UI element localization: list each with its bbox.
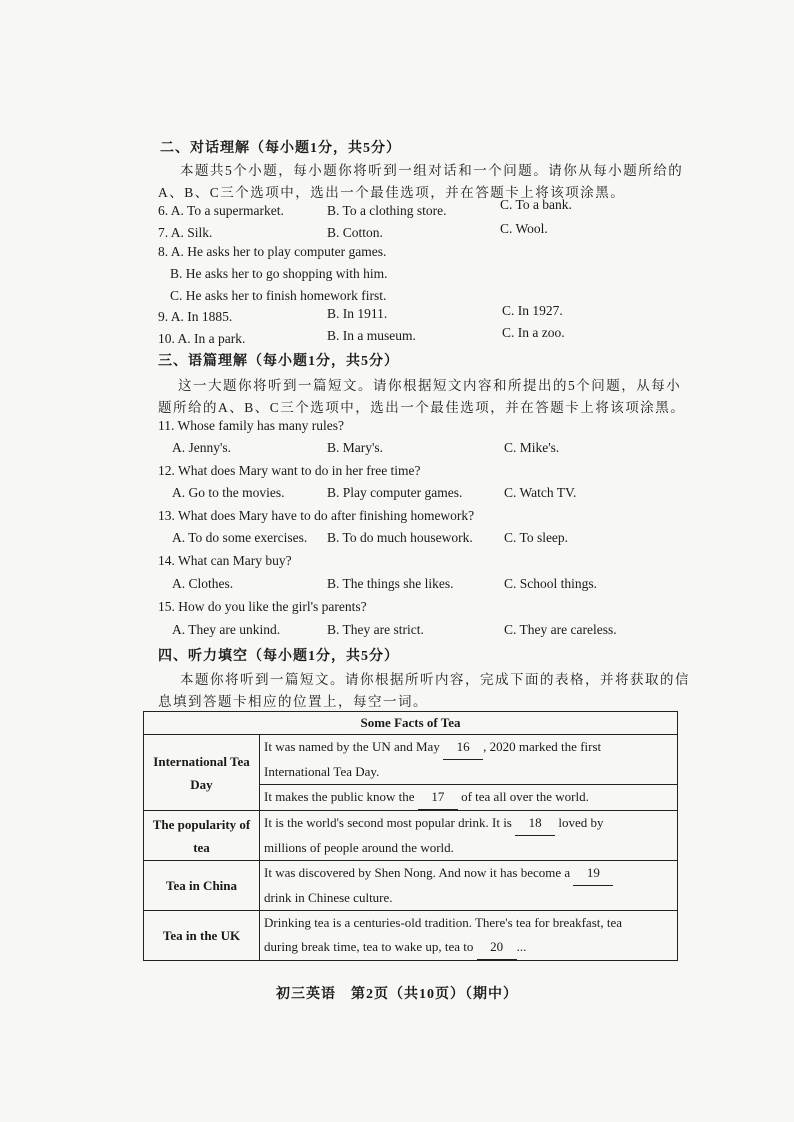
- q7-option-a: 7. A. Silk.: [158, 225, 213, 240]
- q6-option-c: C. To a bank.: [500, 197, 572, 212]
- section3-intro-line1: 这一大题你将听到一篇短文。请你根据短文内容和所提出的5个问题，从每小: [178, 378, 682, 393]
- q13-option-a: A. To do some exercises.: [172, 530, 308, 545]
- q12-option-b: B. Play computer games.: [327, 485, 463, 500]
- category-international-tea-day: International Tea Day: [144, 735, 260, 811]
- category-popularity-of-tea: The popularity of tea: [144, 811, 260, 861]
- question-12-stem: 12. What does Mary want to do in her free time?: [158, 463, 421, 478]
- question-11-stem: 11. Whose family has many rules?: [158, 418, 344, 433]
- q14-option-a: A. Clothes.: [172, 576, 234, 591]
- q7-option-b: B. Cotton.: [327, 225, 383, 240]
- q12-option-c: C. Watch TV.: [504, 485, 577, 500]
- q11-option-b: B. Mary's.: [327, 440, 384, 455]
- q8-option-a: 8. A. He asks her to play computer games.: [158, 244, 387, 259]
- q9-option-c: C. In 1927.: [502, 303, 563, 318]
- blank-19: 19: [573, 861, 613, 886]
- section4-intro-line2: 息填到答题卡相应的位置上，每空一词。: [158, 694, 428, 709]
- section4-intro-line1: 本题你将听到一篇短文。请你根据所听内容，完成下面的表格，并将获取的信: [180, 672, 690, 687]
- row2-text: It is the world's second most popular drink. It is 18 loved by millions of people around the world.: [260, 811, 678, 861]
- blank-18: 18: [515, 811, 555, 836]
- question-15-stem: 15. How do you like the girl's parents?: [158, 599, 367, 614]
- q6-option-a: 6. A. To a supermarket.: [158, 203, 284, 218]
- q10-option-b: B. In a museum.: [327, 328, 416, 343]
- q10-option-a: 10. A. In a park.: [158, 331, 246, 346]
- row4-text: Drinking tea is a centuries-old tradition. There's tea for breakfast, tea during break time, tea to wake up, tea to 20 ...: [260, 911, 678, 961]
- category-tea-in-the-uk: Tea in the UK: [144, 911, 260, 961]
- blank-17: 17: [418, 785, 458, 810]
- row3-text: It was discovered by Shen Nong. And now it has become a 19 drink in Chinese culture.: [260, 861, 678, 911]
- tea-facts-table: [143, 711, 678, 961]
- blank-16: 16: [443, 735, 483, 760]
- row1b-text: It makes the public know the 17 of tea all over the world.: [260, 785, 678, 811]
- section3-title: 三、语篇理解（每小题1分，共5分）: [158, 354, 399, 369]
- section2-title: 二、对话理解（每小题1分，共5分）: [160, 141, 401, 156]
- table-title: Some Facts of Tea: [144, 712, 678, 735]
- category-tea-in-china: Tea in China: [144, 861, 260, 911]
- q8-option-b: B. He asks her to go shopping with him.: [170, 266, 388, 281]
- section4-title: 四、听力填空（每小题1分，共5分）: [158, 649, 399, 664]
- q15-option-b: B. They are strict.: [327, 622, 424, 637]
- q9-option-b: B. In 1911.: [327, 306, 388, 321]
- q15-option-c: C. They are careless.: [504, 622, 617, 637]
- q11-option-c: C. Mike's.: [504, 440, 560, 455]
- q10-option-c: C. In a zoo.: [502, 325, 565, 340]
- section2-intro-line2: A、B、C三个选项中，选出一个最佳选项，并在答题卡上将该项涂黑。: [158, 185, 626, 200]
- q8-option-c: C. He asks her to finish homework first.: [170, 288, 387, 303]
- question-14-stem: 14. What can Mary buy?: [158, 553, 292, 568]
- q14-option-c: C. School things.: [504, 576, 598, 591]
- section2-intro-line1: 本题共5个小题，每小题你将听到一组对话和一个问题。请你从每小题所给的: [180, 163, 684, 178]
- q13-option-b: B. To do much housework.: [327, 530, 473, 545]
- row1a-text: It was named by the UN and May 16 , 2020 marked the first International Tea Day.: [260, 735, 678, 785]
- q7-option-c: C. Wool.: [500, 221, 548, 236]
- q14-option-b: B. The things she likes.: [327, 576, 454, 591]
- q13-option-c: C. To sleep.: [504, 530, 569, 545]
- q9-option-a: 9. A. In 1885.: [158, 309, 233, 324]
- section3-intro-line2: 题所给的A、B、C三个选项中，选出一个最佳选项，并在答题卡上将该项涂黑。: [158, 400, 686, 415]
- page-footer: 初三英语 第2页（共10页）（期中）: [276, 987, 518, 1002]
- q11-option-a: A. Jenny's.: [172, 440, 232, 455]
- q6-option-b: B. To a clothing store.: [327, 203, 447, 218]
- question-13-stem: 13. What does Mary have to do after finishing homework?: [158, 508, 475, 523]
- q12-option-a: A. Go to the movies.: [172, 485, 285, 500]
- blank-20: 20: [477, 935, 517, 960]
- q15-option-a: A. They are unkind.: [172, 622, 281, 637]
